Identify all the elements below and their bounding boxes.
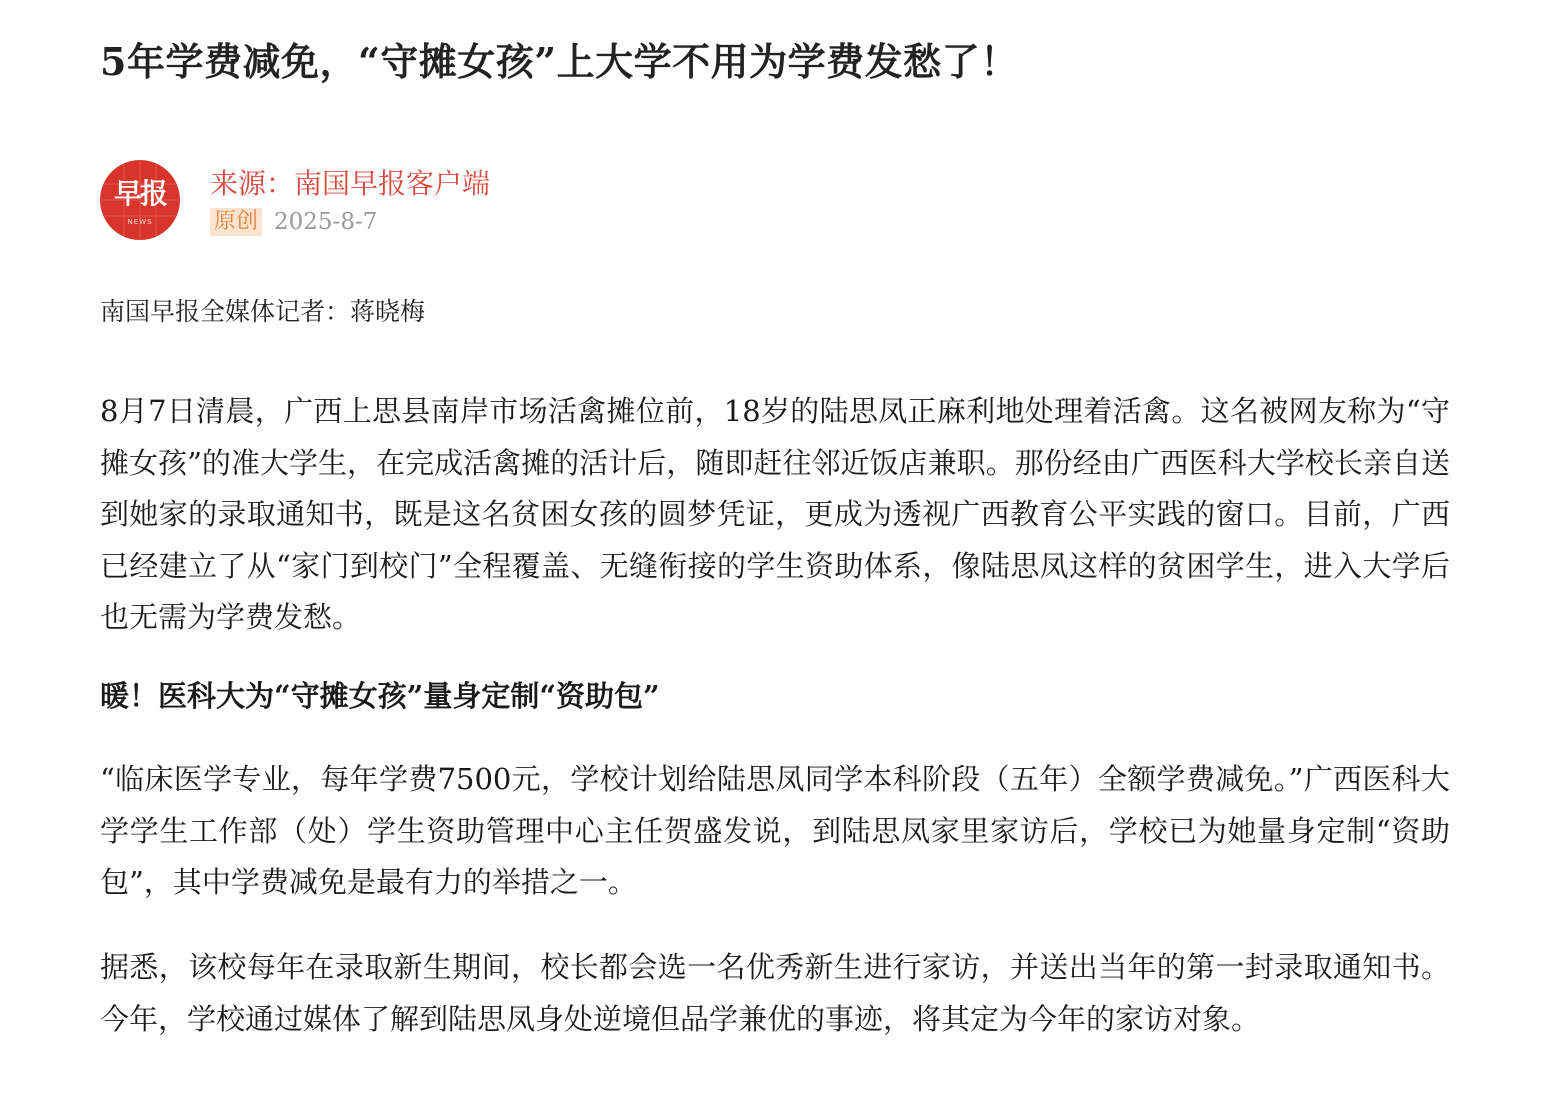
original-badge: 原创 xyxy=(210,208,262,236)
logo-text: 早报 xyxy=(113,177,166,210)
logo-subtext: NEWS xyxy=(127,218,153,226)
meta-line xyxy=(210,208,377,238)
source-logo[interactable] xyxy=(100,160,180,240)
paragraph-3: 据悉，该校每年在录取新生期间，校长都会选一名优秀新生进行家访，并送出当年的第一封录取通知书。今年，学校通过媒体了解到陆思凤身处逆境但品学兼优的事迹，将其定为今年的家访对象。 xyxy=(100,950,1450,1036)
reporter-byline: 南国早报全媒体记者：蒋晓梅 xyxy=(100,297,426,326)
source-name-link[interactable]: 来源：南国早报客户端 xyxy=(210,167,491,200)
section-subheading: 暖！医科大为“守摊女孩”量身定制“资助包” xyxy=(100,679,660,713)
source-block xyxy=(100,160,700,242)
paragraph-1: 8月7日清晨，广西上思县南岸市场活禽摊位前，18岁的陆思凤正麻利地处理着活禽。这名被网友称为“守摊女孩”的准大学生，在完成活禽摊的活计后，随即赶往邻近饭店兼职。那份经由广西医科大学校长亲自送到她家的录取通知书，既是这名贫困女孩的圆梦凭证，更成为透视广西教育公平实践的窗口。目前，广西已经建立了从“家门到校门”全程覆盖、无缝衔接的学生资助体系，像陆思凤这样的贫困学生，进入大学后也无需为学费发愁。 xyxy=(100,394,1450,634)
article-title: 5年学费减免，“守摊女孩”上大学不用为学费发愁了！ xyxy=(100,39,1019,84)
paragraph-2: “临床医学专业，每年学费7500元，学校计划给陆思凤同学本科阶段（五年）全额学费减免。”广西医科大学学生工作部（处）学生资助管理中心主任贺盛发说，到陆思凤家里家访后，学校已为她量身定制“资助包”，其中学费减免是最有力的举措之一。 xyxy=(100,762,1450,899)
publish-date: 2025-8-7 xyxy=(274,209,378,235)
